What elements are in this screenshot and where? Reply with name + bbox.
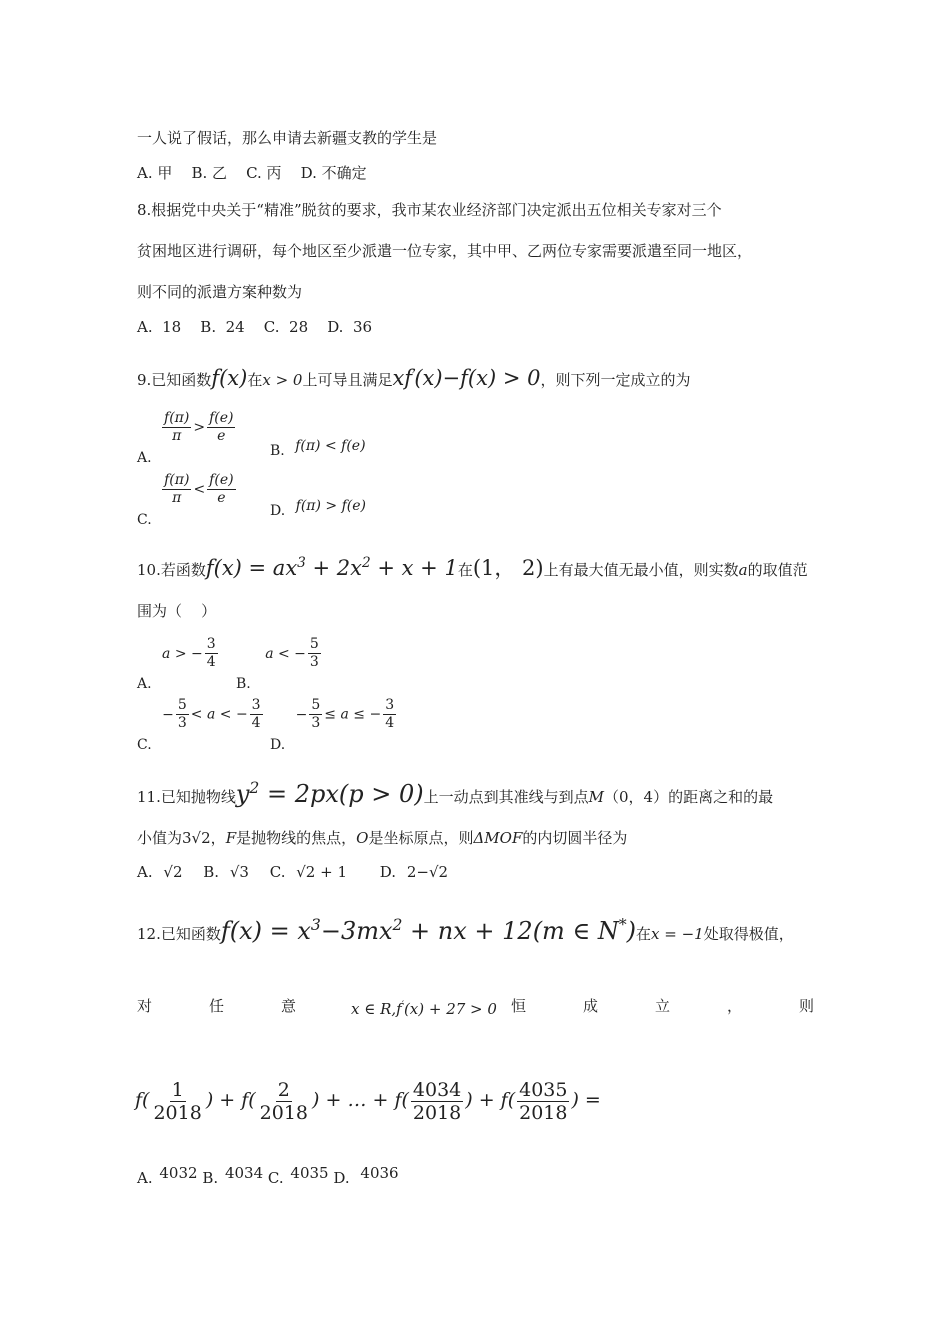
q10-option-a: A. a > − $\frac{3}{4}$ xyxy=(137,636,216,692)
q9-option-a: A. $\frac{f(\pi)}{\pi}$ > $\frac{f(e)}{e}$ xyxy=(137,410,234,466)
q10-stem: 10.若函数$f(x) = ax^3 + 2x^2 + x + 1$在(1， 2)上有最大值无最小值，则实数a的取值范 xyxy=(137,555,808,580)
q10-option-b: B. a < − $\frac{5}{3}$ xyxy=(236,636,319,692)
q9-option-d: D. f(π) > f(e) xyxy=(270,498,366,519)
q9-option-c: C. $\frac{f(\pi)}{\pi}$ < $\frac{f(e)}{e}$ xyxy=(137,472,234,528)
q7-options: A. 甲 B. 乙 C. 丙 D. 不确定 xyxy=(137,164,367,182)
q8-line-2: 贫困地区进行调研，每个地区至少派遣一位专家，其中甲、乙两位专家需要派遣至同一地区， xyxy=(137,242,753,260)
q9-option-b: B. f(π) < f(e) xyxy=(270,438,366,459)
q8-options: A. 18 B. 24 C. 28 D. 36 xyxy=(137,318,373,336)
q9-func: f(x) xyxy=(211,366,248,390)
q12-sum-expression: f( $\frac{1}{2018}$ ) + f( $\frac{2}{2018}$ ) + … + f( $\frac{4034}{2018}$ ) + f( $\frac{4035}{2018}$ ) = xyxy=(135,1078,601,1124)
q12-func: $f(x) = x^3-3mx^2$ + nx + 12(m ∈ N*) xyxy=(220,916,637,945)
q8-line-1: 8.根据党中央关于“精准”脱贫的要求，我市某农业经济部门决定派出五位相关专家对三个 xyxy=(137,201,722,219)
q11-stem: 11.已知抛物线$y^2 = 2px(p > 0)$上一动点到其准线与到点M（0，4）的距离之和的最 xyxy=(137,779,774,808)
q12-stem: 12.已知函数$f(x) = x^3-3mx^2$ + nx + 12(m ∈ N*)在x = −1处取得极值， xyxy=(137,916,794,945)
q10-line-2: 围为（ ） xyxy=(137,602,217,620)
q11-options: A. √2 B. √3 C. √2 + 1 D. 2−√2 xyxy=(137,863,449,881)
q8-line-3: 则不同的派遣方案种数为 xyxy=(137,283,303,301)
q11-parabola: $y^2 = 2px(p > 0)$ xyxy=(235,779,424,808)
q10-option-d: D. − $\frac{5}{3}$ ≤ a ≤ − $\frac{3}{4}$ xyxy=(270,697,395,753)
q10-func: $f(x) = ax^3 + 2x^2 + x + 1$ xyxy=(205,555,458,580)
q11-line-2: 小值为3√2，F是抛物线的焦点，O是坐标原点，则ΔMOF的内切圆半径为 xyxy=(137,829,628,847)
q10-option-c: C. − $\frac{5}{3}$ < a < − $\frac{3}{4}$ xyxy=(137,697,261,753)
q12-options: A. 4032 B. 4034 C. 4035 D. 4036 xyxy=(137,1164,399,1187)
q7-text: 一人说了假话，那么申请去新疆支教的学生是 xyxy=(137,129,438,147)
q9-stem: 9.已知函数f(x)在x > 0上可导且满足xf′(x)−f(x) > 0，则下列一定成立的为 xyxy=(137,366,691,390)
